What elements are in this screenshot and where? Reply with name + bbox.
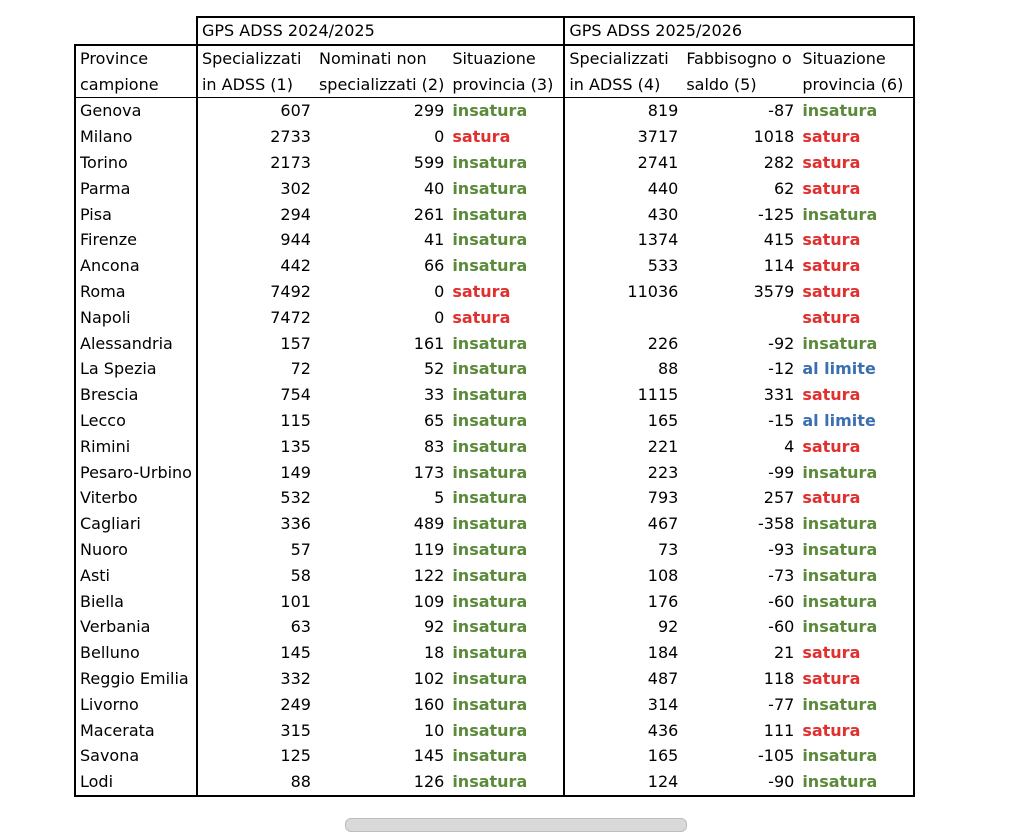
- cell-specializzati-2025: 436: [647, 720, 679, 740]
- group-header-2025: GPS ADSS 2025/2026: [564, 17, 914, 45]
- table-row: [75, 98, 914, 124]
- cell-fabbisogno: 1018: [753, 127, 795, 147]
- cell-specializzati-2025: 430: [647, 204, 679, 224]
- cell-fabbisogno: 3579: [753, 281, 795, 301]
- cell-specializzati-2024: 2733: [270, 127, 311, 147]
- column-header-situazione-1: [448, 45, 564, 98]
- cell-fabbisogno: -60: [768, 591, 795, 611]
- cell-province: Reggio Emilia: [75, 666, 197, 692]
- cell-situazione-2024: insatura: [448, 769, 564, 796]
- cell-fabbisogno: -358: [758, 514, 795, 534]
- cell-province: Savona: [75, 743, 197, 769]
- cell-specializzati-2024: 72: [290, 359, 311, 379]
- cell-specializzati-2024: 135: [280, 436, 311, 456]
- cell-nominati: 10: [423, 720, 445, 740]
- cell-nominati: 92: [423, 617, 445, 637]
- table-row: [75, 434, 914, 460]
- cell-situazione-2024: insatura: [448, 408, 564, 434]
- cell-nominati: 41: [423, 230, 445, 250]
- cell-specializzati-2025: 184: [647, 643, 679, 663]
- cell-situazione-2025: satura: [798, 227, 914, 253]
- cell-fabbisogno: 111: [763, 720, 795, 740]
- table-row: [75, 356, 914, 382]
- cell-province: Nuoro: [75, 537, 197, 563]
- table-row: [75, 227, 914, 253]
- cell-specializzati-2025: 819: [647, 101, 679, 121]
- table-row: [75, 176, 914, 202]
- cell-specializzati-2025: 108: [647, 565, 679, 585]
- cell-situazione-2025: insatura: [798, 202, 914, 228]
- cell-specializzati-2025: 487: [647, 668, 679, 688]
- cell-province: Roma: [75, 279, 197, 305]
- column-header-situazione-2: [798, 45, 914, 98]
- cell-nominati: 109: [413, 591, 445, 611]
- cell-province: Milano: [75, 124, 197, 150]
- cell-situazione-2024: insatura: [448, 176, 564, 202]
- group-header-2024: GPS ADSS 2024/2025: [197, 17, 564, 45]
- column-header-fabbisogno: [682, 45, 798, 98]
- column-header-line: Fabbisogno o: [686, 48, 792, 68]
- column-header-line: in ADSS (4): [569, 74, 661, 94]
- cell-situazione-2025: satura: [798, 718, 914, 744]
- cell-situazione-2025: insatura: [798, 589, 914, 615]
- cell-specializzati-2025: 314: [647, 694, 679, 714]
- cell-situazione-2024: satura: [448, 279, 564, 305]
- cell-situazione-2024: insatura: [448, 692, 564, 718]
- cell-situazione-2024: insatura: [448, 563, 564, 589]
- cell-nominati: 0: [434, 281, 445, 301]
- province-table-container: [74, 16, 915, 797]
- cell-fabbisogno: -125: [758, 204, 795, 224]
- cell-specializzati-2025: 221: [647, 436, 679, 456]
- cell-nominati: 173: [413, 462, 445, 482]
- table-row: [75, 589, 914, 615]
- cell-province: Torino: [75, 150, 197, 176]
- column-header-line: saldo (5): [686, 74, 757, 94]
- cell-situazione-2024: insatura: [448, 227, 564, 253]
- cell-nominati: 161: [413, 333, 445, 353]
- cell-specializzati-2024: 2173: [270, 152, 311, 172]
- cell-situazione-2024: insatura: [448, 537, 564, 563]
- table-row: [75, 305, 914, 331]
- cell-specializzati-2024: 754: [280, 385, 311, 405]
- cell-situazione-2025: satura: [798, 666, 914, 692]
- cell-nominati: 160: [413, 694, 445, 714]
- cell-specializzati-2025: 11036: [627, 281, 679, 301]
- cell-situazione-2025: satura: [798, 382, 914, 408]
- cell-specializzati-2024: 7492: [270, 281, 311, 301]
- table-row: [75, 718, 914, 744]
- horizontal-scrollbar[interactable]: [345, 818, 687, 832]
- cell-specializzati-2024: 315: [280, 720, 311, 740]
- cell-specializzati-2025: 165: [647, 410, 679, 430]
- cell-nominati: 83: [423, 436, 445, 456]
- cell-fabbisogno: -87: [768, 101, 795, 121]
- cell-specializzati-2024: 532: [280, 488, 311, 508]
- cell-province: Livorno: [75, 692, 197, 718]
- cell-province: Parma: [75, 176, 197, 202]
- cell-nominati: 102: [413, 668, 445, 688]
- cell-situazione-2025: insatura: [798, 692, 914, 718]
- table-row: [75, 537, 914, 563]
- cell-situazione-2024: insatura: [448, 202, 564, 228]
- cell-specializzati-2025: 533: [647, 256, 679, 276]
- cell-fabbisogno: 4: [784, 436, 795, 456]
- cell-nominati: 126: [315, 769, 448, 796]
- cell-nominati: 0: [434, 127, 445, 147]
- cell-specializzati-2024: 145: [280, 643, 311, 663]
- cell-specializzati-2024: 57: [290, 539, 311, 559]
- cell-situazione-2024: insatura: [448, 666, 564, 692]
- cell-fabbisogno: 331: [763, 385, 795, 405]
- cell-nominati: 489: [413, 514, 445, 534]
- cell-province: Macerata: [75, 718, 197, 744]
- table-row: [75, 743, 914, 769]
- cell-nominati: 261: [413, 204, 445, 224]
- table-row: [75, 382, 914, 408]
- cell-situazione-2025: satura: [798, 434, 914, 460]
- cell-province: Cagliari: [75, 511, 197, 537]
- cell-specializzati-2024: 294: [280, 204, 311, 224]
- cell-specializzati-2025: 165: [647, 746, 679, 766]
- cell-province: Ancona: [75, 253, 197, 279]
- cell-situazione-2024: satura: [448, 124, 564, 150]
- cell-specializzati-2025: 88: [657, 359, 679, 379]
- cell-situazione-2024: satura: [448, 305, 564, 331]
- column-header-nominati: [315, 45, 448, 98]
- cell-nominati: 122: [413, 565, 445, 585]
- cell-province: Biella: [75, 589, 197, 615]
- table-row: [75, 614, 914, 640]
- cell-situazione-2025: insatura: [798, 743, 914, 769]
- cell-specializzati-2025: [564, 305, 682, 331]
- cell-specializzati-2025: 226: [647, 333, 679, 353]
- column-header-line: Situazione: [802, 48, 886, 68]
- column-header-line: Nominati non: [318, 48, 427, 68]
- column-header-province: [75, 45, 197, 98]
- cell-situazione-2025: satura: [798, 176, 914, 202]
- cell-fabbisogno: -77: [768, 694, 795, 714]
- cell-specializzati-2025: 92: [657, 617, 679, 637]
- column-header-line: Specializzati: [201, 48, 302, 68]
- cell-nominati: 0: [434, 307, 445, 327]
- cell-situazione-2025: insatura: [798, 614, 914, 640]
- cell-province: Asti: [75, 563, 197, 589]
- cell-province: Lecco: [75, 408, 197, 434]
- cell-situazione-2025: insatura: [798, 563, 914, 589]
- column-header-line: Province: [80, 48, 149, 68]
- cell-situazione-2025: satura: [798, 640, 914, 666]
- cell-situazione-2024: insatura: [448, 511, 564, 537]
- cell-nominati: 40: [423, 178, 445, 198]
- cell-situazione-2024: insatura: [448, 356, 564, 382]
- cell-province: Rimini: [75, 434, 197, 460]
- cell-specializzati-2024: 101: [280, 591, 311, 611]
- cell-situazione-2024: insatura: [448, 589, 564, 615]
- column-header-line: campione: [80, 74, 159, 94]
- table-row: [75, 202, 914, 228]
- cell-situazione-2025: insatura: [798, 331, 914, 357]
- column-header-line: Specializzati: [569, 48, 669, 68]
- cell-specializzati-2025: 176: [647, 591, 679, 611]
- cell-specializzati-2024: 115: [280, 410, 311, 430]
- cell-nominati: 33: [423, 385, 445, 405]
- cell-specializzati-2024: 249: [280, 694, 311, 714]
- cell-situazione-2025: insatura: [798, 460, 914, 486]
- cell-fabbisogno: -60: [768, 617, 795, 637]
- cell-province: La Spezia: [75, 356, 197, 382]
- cell-specializzati-2025: 2741: [637, 152, 679, 172]
- cell-province: Belluno: [75, 640, 197, 666]
- cell-situazione-2024: insatura: [448, 382, 564, 408]
- cell-situazione-2024: insatura: [448, 150, 564, 176]
- table-row: [75, 279, 914, 305]
- cell-specializzati-2024: 332: [280, 668, 311, 688]
- table-row: [75, 485, 914, 511]
- cell-province: Pisa: [75, 202, 197, 228]
- table-row: [75, 666, 914, 692]
- cell-fabbisogno: 118: [763, 668, 795, 688]
- cell-fabbisogno: -15: [768, 410, 795, 430]
- cell-specializzati-2024: 336: [280, 514, 311, 534]
- cell-fabbisogno: 415: [763, 230, 795, 250]
- column-header-line: provincia (3): [452, 74, 554, 94]
- cell-fabbisogno: 257: [763, 488, 795, 508]
- cell-province: Firenze: [75, 227, 197, 253]
- column-header-line: in ADSS (1): [201, 74, 293, 94]
- table-row: [75, 563, 914, 589]
- cell-situazione-2025: satura: [798, 305, 914, 331]
- cell-situazione-2025: satura: [798, 279, 914, 305]
- cell-specializzati-2025: 3717: [637, 127, 679, 147]
- cell-situazione-2025: insatura: [798, 98, 914, 124]
- cell-specializzati-2024: 58: [290, 565, 311, 585]
- cell-specializzati-2024: 302: [280, 178, 311, 198]
- cell-fabbisogno: -12: [768, 359, 795, 379]
- cell-nominati: 599: [413, 152, 445, 172]
- cell-specializzati-2024: 149: [280, 462, 311, 482]
- cell-province: Alessandria: [75, 331, 197, 357]
- cell-situazione-2024: insatura: [448, 98, 564, 124]
- cell-province: Pesaro-Urbino: [75, 460, 197, 486]
- cell-specializzati-2024: 125: [280, 746, 311, 766]
- table-row: [75, 331, 914, 357]
- cell-nominati: 299: [413, 101, 445, 121]
- cell-specializzati-2024: 157: [280, 333, 311, 353]
- table-row: [75, 408, 914, 434]
- cell-fabbisogno: -99: [768, 462, 795, 482]
- cell-nominati: 65: [423, 410, 445, 430]
- group-header-row: [75, 17, 914, 45]
- table-row: [75, 769, 914, 796]
- cell-situazione-2024: insatura: [448, 331, 564, 357]
- cell-fabbisogno: -92: [768, 333, 795, 353]
- column-header-line: provincia (6): [802, 74, 904, 94]
- column-header-line: specializzati (2): [318, 74, 445, 94]
- cell-specializzati-2024: 944: [280, 230, 311, 250]
- cell-situazione-2025: insatura: [798, 769, 914, 796]
- cell-situazione-2024: insatura: [448, 460, 564, 486]
- cell-situazione-2025: al limite: [798, 356, 914, 382]
- cell-specializzati-2025: 440: [647, 178, 679, 198]
- cell-specializzati-2025: 467: [647, 514, 679, 534]
- table-row: [75, 692, 914, 718]
- cell-situazione-2025: satura: [798, 124, 914, 150]
- cell-situazione-2024: insatura: [448, 743, 564, 769]
- table-row: [75, 460, 914, 486]
- cell-province: Brescia: [75, 382, 197, 408]
- cell-nominati: 5: [434, 488, 445, 508]
- group-header-spacer: [75, 17, 197, 45]
- cell-province: Verbania: [75, 614, 197, 640]
- cell-fabbisogno: 114: [763, 256, 795, 276]
- cell-specializzati-2024: 88: [197, 769, 315, 796]
- cell-province: Napoli: [75, 305, 197, 331]
- cell-situazione-2024: insatura: [448, 640, 564, 666]
- table-row: [75, 640, 914, 666]
- cell-specializzati-2025: 793: [647, 488, 679, 508]
- cell-nominati: 18: [423, 643, 445, 663]
- cell-situazione-2025: insatura: [798, 537, 914, 563]
- cell-situazione-2024: insatura: [448, 718, 564, 744]
- cell-situazione-2025: insatura: [798, 511, 914, 537]
- cell-situazione-2024: insatura: [448, 253, 564, 279]
- cell-specializzati-2025: 1374: [637, 230, 679, 250]
- cell-specializzati-2025: 223: [647, 462, 679, 482]
- cell-province: Genova: [75, 98, 197, 124]
- cell-province: Lodi: [75, 769, 197, 796]
- cell-nominati: 66: [423, 256, 445, 276]
- cell-specializzati-2025: 73: [657, 539, 679, 559]
- column-header-line: Situazione: [452, 48, 536, 68]
- cell-situazione-2025: al limite: [798, 408, 914, 434]
- cell-situazione-2024: insatura: [448, 434, 564, 460]
- cell-fabbisogno: 282: [763, 152, 795, 172]
- cell-fabbisogno: 62: [773, 178, 795, 198]
- cell-fabbisogno: -105: [758, 746, 795, 766]
- cell-nominati: 52: [423, 359, 445, 379]
- cell-province: Viterbo: [75, 485, 197, 511]
- cell-specializzati-2025: 124: [564, 769, 682, 796]
- cell-specializzati-2024: 607: [280, 101, 311, 121]
- column-header-spec1: [197, 45, 315, 98]
- column-header-row: [75, 45, 914, 98]
- table-row: [75, 124, 914, 150]
- cell-fabbisogno: -90: [682, 769, 798, 796]
- cell-nominati: 119: [413, 539, 445, 559]
- cell-situazione-2025: satura: [798, 485, 914, 511]
- cell-specializzati-2024: 7472: [270, 307, 311, 327]
- province-table: [74, 16, 915, 797]
- cell-specializzati-2025: 1115: [637, 385, 679, 405]
- cell-situazione-2025: satura: [798, 253, 914, 279]
- cell-fabbisogno: [682, 305, 798, 331]
- cell-situazione-2024: insatura: [448, 614, 564, 640]
- cell-fabbisogno: 21: [773, 643, 795, 663]
- column-header-spec2: [564, 45, 682, 98]
- cell-fabbisogno: -73: [768, 565, 795, 585]
- cell-specializzati-2024: 442: [280, 256, 311, 276]
- cell-fabbisogno: -93: [768, 539, 795, 559]
- cell-specializzati-2024: 63: [290, 617, 311, 637]
- table-row: [75, 253, 914, 279]
- table-row: [75, 511, 914, 537]
- cell-situazione-2024: insatura: [448, 485, 564, 511]
- cell-nominati: 145: [413, 746, 445, 766]
- cell-situazione-2025: satura: [798, 150, 914, 176]
- table-row: [75, 150, 914, 176]
